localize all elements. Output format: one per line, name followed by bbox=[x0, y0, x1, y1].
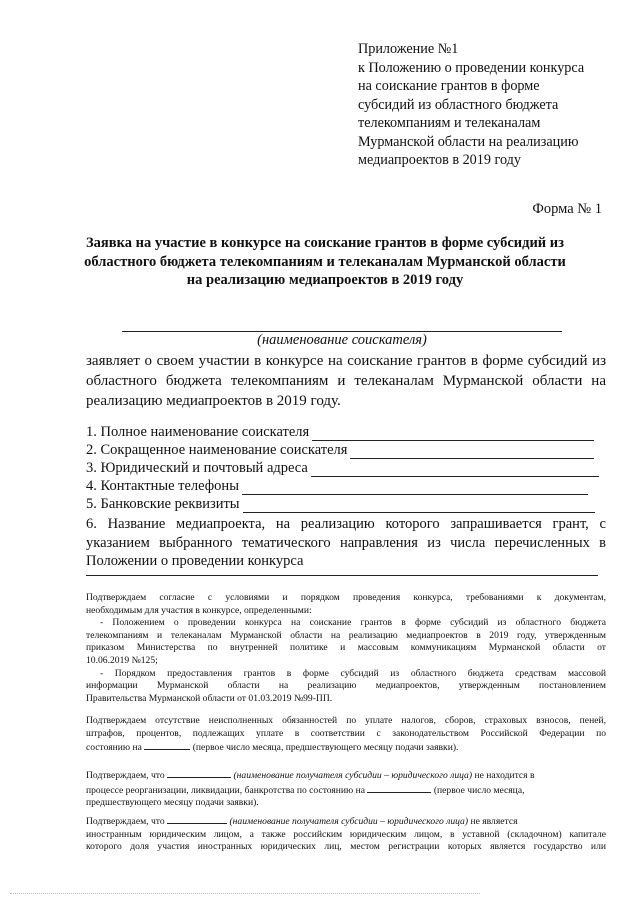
declaration-line: областного бюджета телекомпаниям и телеканалам Мурманской области на bbox=[86, 373, 606, 389]
phones-input-line[interactable] bbox=[242, 481, 588, 495]
not-foreign-paragraph bbox=[86, 814, 606, 854]
text-line: штрафов, процентов, подлежащих уплате в соответствии с законодательством Российской Федерации по bbox=[86, 727, 606, 739]
bank-details-input-line[interactable] bbox=[243, 499, 595, 513]
no-debt-paragraph bbox=[86, 715, 606, 755]
field-label: 2. Сокращенное наименование соискателя bbox=[86, 442, 348, 458]
declaration-text bbox=[86, 351, 606, 411]
text-fragment: (наименование получателя субсидии – юридического лица) bbox=[233, 770, 473, 781]
text-line: приказом Министерства по внутренней политике и массовым коммуникациям Мурманской области от bbox=[86, 642, 606, 654]
declaration-line: заявляет о своем участии в конкурсе на соискание грантов в форме субсидий из bbox=[86, 353, 606, 369]
address-input-line[interactable] bbox=[311, 463, 599, 477]
text-line: которого доля участия иностранных юридических лиц, местом регистрации которых является государство или bbox=[86, 841, 606, 853]
date-blank[interactable] bbox=[144, 740, 190, 750]
field-address bbox=[86, 459, 606, 477]
text-fragment: не находится в bbox=[474, 770, 535, 781]
text-line: необходимым для участия в конкурсе, определенными: bbox=[86, 604, 312, 616]
text-line: Подтверждаем отсутствие неисполненных обязанностей по уплате налогов, сборов, страховых взносов, пеней, bbox=[86, 715, 606, 726]
applicant-fields bbox=[86, 423, 606, 571]
text-line: предшествующего месяцу подачи заявки). bbox=[86, 797, 259, 809]
text-line bbox=[86, 783, 606, 798]
text-fragment: (наименование получателя субсидии – юридического лица) bbox=[229, 816, 469, 827]
annex-line: на соискание грантов в форме bbox=[358, 78, 540, 94]
field-phones bbox=[86, 477, 606, 495]
annex-line: медиапроектов в 2019 году bbox=[358, 152, 521, 168]
full-name-input-line[interactable] bbox=[312, 427, 594, 441]
annex-line: Мурманской области на реализацию bbox=[358, 133, 579, 150]
title-line: областного бюджета телекомпаниям и телеканалам Мурманской области bbox=[84, 253, 566, 270]
annex-line: телекомпаниям и телеканалам bbox=[358, 115, 541, 131]
short-name-input-line[interactable] bbox=[350, 445, 594, 459]
recipient-name-blank[interactable] bbox=[167, 814, 227, 824]
field-label: 3. Юридический и почтовый адреса bbox=[86, 460, 308, 476]
applicant-caption: (наименование соискателя) bbox=[257, 332, 427, 348]
text-line bbox=[86, 740, 606, 755]
text-fragment: Подтверждаем, что bbox=[86, 816, 165, 827]
text-line: Правительства Мурманской области от 01.03.2019 №99-ПП. bbox=[86, 692, 333, 704]
annex-line: к Положению о проведении конкурса bbox=[358, 59, 585, 76]
title-line: на реализацию медиапроектов в 2019 году bbox=[186, 272, 464, 288]
text-fragment: (первое число месяца, bbox=[433, 784, 525, 796]
annex-line: Приложение №1 bbox=[358, 41, 459, 57]
text-fragment: (первое число месяца, предшествующего месяцу подачи заявки). bbox=[192, 742, 459, 754]
field-full-name bbox=[86, 423, 606, 441]
document-title bbox=[80, 234, 570, 290]
text-line: телекомпаниям и телеканалам Мурманской области на реализацию медиапроектов в 2019 году, утвержденным bbox=[86, 629, 606, 641]
recipient-name-blank[interactable] bbox=[167, 768, 231, 778]
consent-paragraph bbox=[86, 592, 606, 705]
declaration-line: реализацию медиапроектов в 2019 году. bbox=[86, 393, 341, 409]
text-line: Подтверждаем согласие с условиями и порядком проведения конкурса, требованиями к документам, bbox=[86, 592, 606, 603]
media-project-input-line[interactable] bbox=[86, 575, 598, 576]
field-label: 1. Полное наименование соискателя bbox=[86, 424, 310, 440]
form-number: Форма № 1 bbox=[532, 201, 602, 217]
annex-line: субсидий из областного бюджета bbox=[358, 96, 559, 113]
field-bank-details bbox=[86, 495, 606, 513]
field-label: 4. Контактные телефоны bbox=[86, 478, 239, 494]
text-fragment: процессе реорганизации, ликвидации, банкротства по состоянию на bbox=[86, 784, 366, 796]
text-line bbox=[86, 768, 606, 783]
title-line: Заявка на участие в конкурсе на соискание грантов в форме субсидий из bbox=[86, 235, 564, 251]
text-line: - Порядком предоставления грантов в форме субсидий из областного бюджета средствам массовой bbox=[100, 667, 606, 679]
item6-line: указанием выбранного тематического направления из числа перечисленных в bbox=[86, 534, 606, 551]
date-blank[interactable] bbox=[367, 783, 431, 793]
text-fragment: не является bbox=[470, 816, 518, 827]
text-line: - Положением о проведении конкурса на соискание грантов в форме субсидий из областного бюджета bbox=[100, 617, 606, 629]
text-line: 10.06.2019 №125; bbox=[86, 654, 158, 666]
text-fragment: Подтверждаем, что bbox=[86, 770, 165, 781]
item6-line: Положении о проведении конкурса bbox=[86, 553, 304, 569]
text-line: иностранным юридическим лицом, а также российским юридическим лицом, в уставной (складочном) капитале bbox=[86, 828, 606, 840]
field-media-project bbox=[86, 515, 606, 571]
annex-header bbox=[358, 40, 618, 170]
text-fragment: состоянию на bbox=[86, 742, 142, 754]
field-label: 5. Банковские реквизиты bbox=[86, 496, 240, 512]
field-short-name bbox=[86, 441, 606, 459]
item6-line: 6. Название медиапроекта, на реализацию которого запрашивается грант, с bbox=[86, 516, 606, 532]
scan-edge-noise bbox=[10, 893, 480, 898]
no-reorganization-paragraph bbox=[86, 768, 606, 810]
text-line: информации Мурманской области на реализацию медиапроектов, утвержденным постановлением bbox=[86, 680, 606, 692]
text-line bbox=[86, 814, 606, 829]
